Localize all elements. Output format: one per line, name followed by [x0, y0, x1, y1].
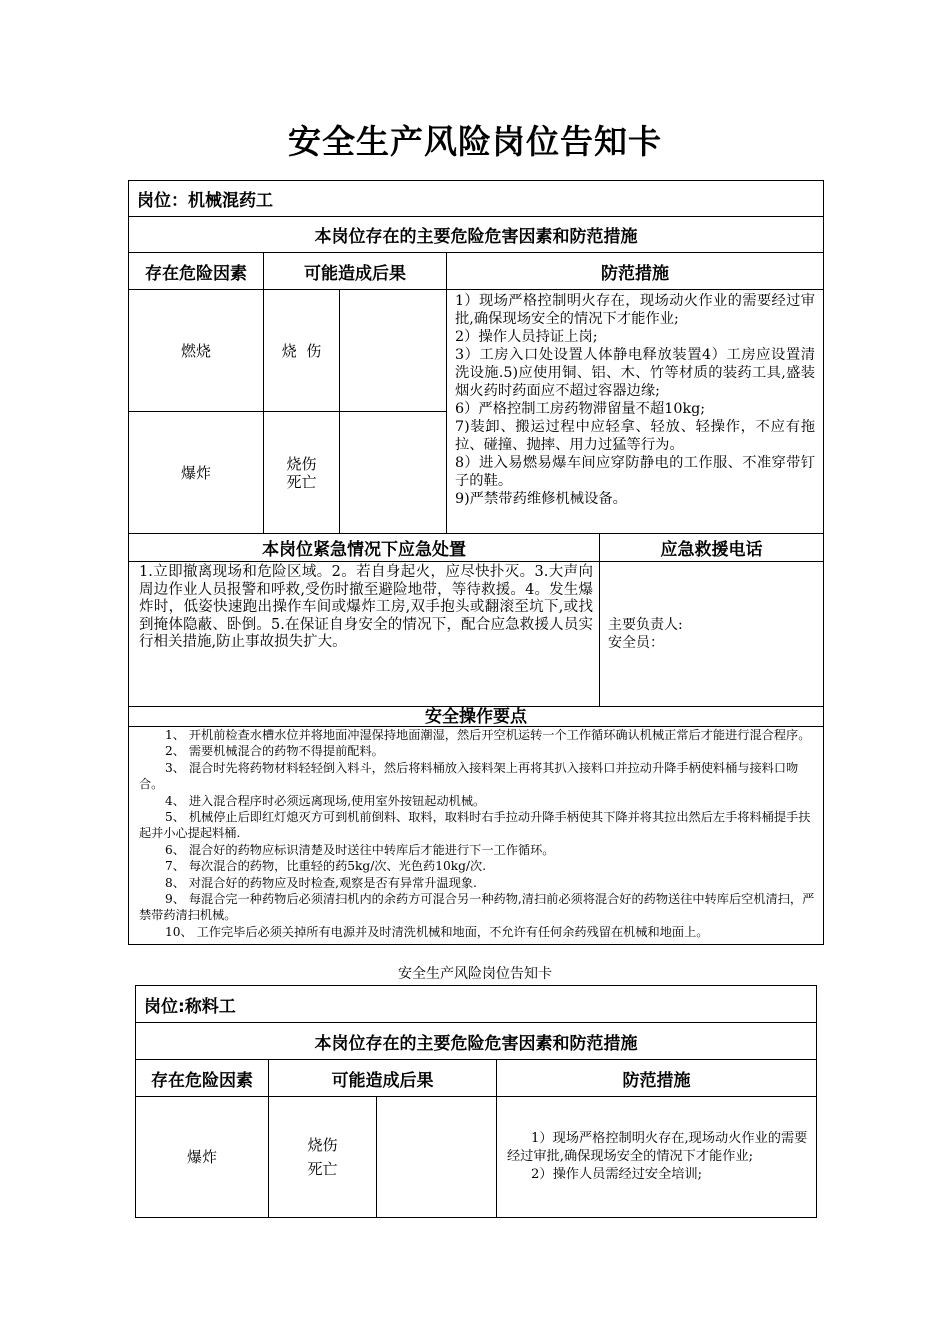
measure-item: 1）现场严格控制明火存在，现场动火作业的需要经过审批,确保现场安全的情况下才能作业;	[455, 293, 815, 327]
consequence-cell	[269, 1097, 377, 1218]
measure-item: 1）现场严格控制明火存在,现场动火作业的需要经过审批,确保现场安全的情况下才能作业;	[507, 1131, 808, 1164]
measure-item: 8）进入易燃易爆车间应穿防静电的工作服、不准穿带钉子的鞋。	[455, 455, 815, 489]
card2-subtitle: 安全生产风险岗位告知卡	[398, 966, 552, 982]
risk-card-2	[135, 985, 817, 1218]
hazard-section-header: 本岗位存在的主要危险危害因素和防范措施	[136, 1023, 817, 1060]
phone-header: 应急救援电话	[600, 534, 824, 562]
ops-item: 5、 机械停止后即红灯熄灭方可到机前倒料、取料，取料时右手拉动升降手柄使其下降并将其拉出然后左手将料桶提手扶起并小心提起料桶.	[139, 810, 811, 841]
hazard-section-header: 本岗位存在的主要危险危害因素和防范措施	[129, 217, 824, 253]
measure-item: 6）严格控制工房药物滞留量不超10kg;	[455, 401, 706, 417]
consequence-cell: 烧伤 死亡	[264, 412, 340, 534]
phone-line: 主要负责人:	[608, 617, 683, 633]
blank-cell	[340, 290, 447, 412]
col-consequence-header: 可能造成后果	[264, 253, 447, 290]
position-label: 岗位：机械混药工	[129, 181, 824, 217]
measure-item: 2）操作人员需经过安全培训;	[531, 1167, 703, 1182]
col-hazard-header: 存在危险因素	[136, 1060, 269, 1097]
col-hazard-header: 存在危险因素	[129, 253, 264, 290]
ops-item: 6、 混合好的药物应标识清楚及时送往中转库后才能进行下一工作循环。	[165, 842, 555, 857]
ops-header: 安全操作要点	[129, 707, 824, 727]
ops-item: 2、 需要机械混合的药物不得提前配料。	[165, 744, 384, 759]
measure-item: 7)装卸、搬运过程中应轻拿、轻放、轻操作，不应有拖拉、碰撞、抛摔、用力过猛等行为。	[455, 419, 815, 453]
blank-cell	[377, 1097, 497, 1218]
emergency-text: 1.立即撤离现场和危险区域。2。若自身起火，应尽快扑灭。3.大声向周边作业人员报警和呼救,受伤时撤至避险地带，等待救援。4。发生爆炸时，低姿快速跑出操作车间或爆炸工房,双手抱头或翻滚至坑下,或找到掩体隐蔽、卧倒。5.在保证自身安全的情况下，配合应急救援人员实行相关措施,防止事故损失扩大。	[129, 562, 600, 707]
phone-line: 安全员：	[608, 635, 664, 651]
risk-card-1	[128, 180, 824, 945]
col-measures-header: 防范措施	[497, 1060, 817, 1097]
ops-item: 10、 工作完毕后必须关掉所有电源并及时清洗机械和地面，不允许有任何余药残留在机械和地面上。	[165, 924, 709, 939]
ops-item: 7、 每次混合的药物，比重轻的药5kg/次、光色药10kg/次.	[165, 859, 487, 874]
hazard-cell: 爆炸	[129, 412, 264, 534]
measure-item: 3）工房入口处设置人体静电释放装置4）工房应设置清洗设施.5)应使用铜、铝、木、竹等材质的装药工具,盛装烟火药时药面应不超过容器边缘;	[455, 347, 815, 399]
hazard-cell: 爆炸	[136, 1097, 269, 1218]
consequence-cell: 烧 伤	[264, 290, 340, 412]
emergency-header: 本岗位紧急情况下应急处置	[129, 534, 600, 562]
col-consequence-header: 可能造成后果	[269, 1060, 497, 1097]
ops-item: 1、 开机前检查水槽水位并将地面冲湿保持地面潮湿，然后开空机运转一个工作循环确认机械正常后才能进行混合程序。	[165, 728, 811, 742]
consequence-line: 烧伤	[307, 1136, 338, 1154]
position-label: 岗位:称料工	[136, 986, 817, 1023]
measure-item: 9)严禁带药维修机械设备。	[455, 491, 627, 507]
ops-item: 9、 每混合完一种药物后必须清扫机内的余药方可混合另一种药物,清扫前必须将混合好的药物送往中转库后空机清扫，严禁带药清扫机械。	[139, 892, 815, 923]
ops-list	[129, 727, 824, 945]
page-title: 安全生产风险岗位告知卡	[288, 122, 662, 161]
ops-item: 4、 进入混合程序时必须远离现场,使用室外按钮起动机械。	[165, 793, 486, 808]
col-measures-header: 防范措施	[447, 253, 824, 290]
measure-item: 2）操作人员持证上岗;	[455, 329, 598, 345]
ops-item: 3、 混合时先将药物材料轻轻倒入料斗，然后将料桶放入接料架上再将其扒入接料口并拉动升降手柄使料桶与接料口吻合。	[139, 760, 799, 792]
measures-cell	[497, 1097, 817, 1218]
hazard-cell: 燃烧	[129, 290, 264, 412]
ops-item: 8、 对混合好的药物应及时检查,观察是否有异常升温现象.	[165, 875, 477, 890]
blank-cell	[340, 412, 447, 534]
phone-cell	[600, 562, 824, 707]
consequence-line: 死亡	[307, 1160, 338, 1178]
measures-cell	[447, 290, 824, 534]
